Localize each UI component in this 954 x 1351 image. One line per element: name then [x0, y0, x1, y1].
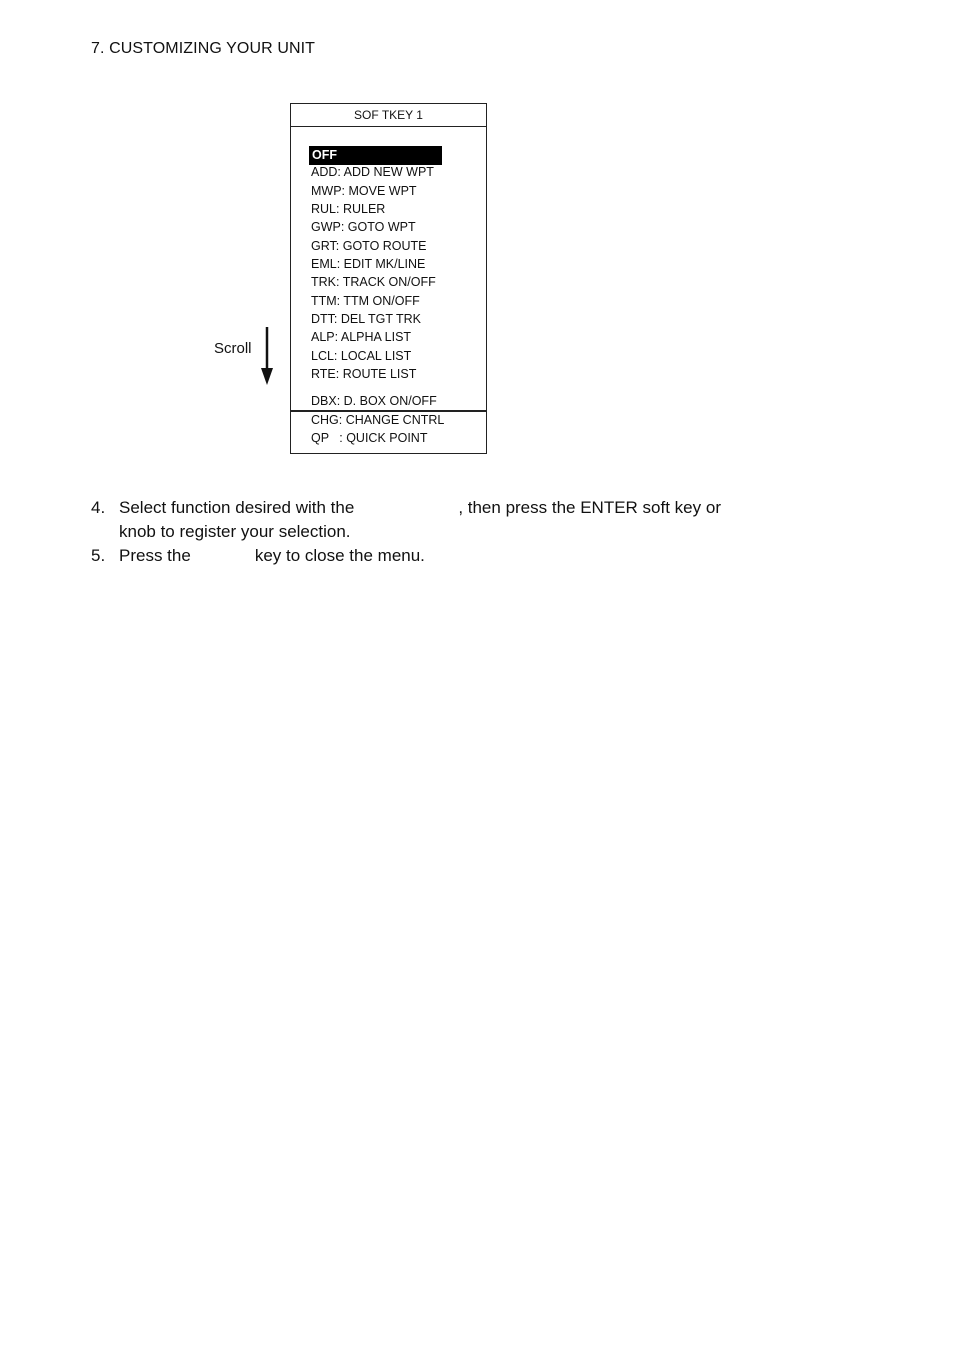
- menu-item-rte[interactable]: RTE: ROUTE LIST: [311, 367, 417, 381]
- step-number: 5.: [91, 546, 106, 565]
- menu-item-eml[interactable]: EML: EDIT MK/LINE: [311, 257, 426, 271]
- menu-item-lcl[interactable]: LCL: LOCAL LIST: [311, 349, 412, 363]
- menu-item-dtt[interactable]: DTT: DEL TGT TRK: [311, 312, 421, 326]
- scroll-down-arrow-icon: [259, 326, 275, 388]
- menu-item-add[interactable]: ADD: ADD NEW WPT: [311, 165, 434, 179]
- step-number: 4.: [91, 498, 106, 517]
- step-text-part: , then press the ENTER soft key or: [458, 498, 721, 517]
- step-text-part: Press the: [119, 546, 191, 565]
- menu-item-off[interactable]: OFF: [309, 146, 442, 165]
- menu-item-gwp[interactable]: GWP: GOTO WPT: [311, 220, 416, 234]
- step-text-part: Select function desired with the: [119, 498, 355, 517]
- softkey-menu: [290, 103, 487, 454]
- menu-item-rul[interactable]: RUL: RULER: [311, 202, 386, 216]
- step-text-part: key to close the menu.: [254, 546, 425, 565]
- menu-title: SOF TKEY 1: [291, 104, 486, 127]
- menu-item-trk[interactable]: TRK: TRACK ON/OFF: [311, 275, 436, 289]
- menu-item-ttm[interactable]: TTM: TTM ON/OFF: [311, 294, 420, 308]
- menu-item-chg[interactable]: CHG: CHANGE CNTRL: [311, 413, 445, 427]
- step-text: knob to register your selection.: [119, 522, 351, 541]
- menu-item-grt[interactable]: GRT: GOTO ROUTE: [311, 239, 427, 253]
- step-text: [119, 544, 425, 568]
- menu-item-qp[interactable]: QP : QUICK POINT: [311, 431, 428, 445]
- menu-item-mwp[interactable]: MWP: MOVE WPT: [311, 184, 417, 198]
- menu-item-alp[interactable]: ALP: ALPHA LIST: [311, 330, 412, 344]
- scroll-label: Scroll: [214, 340, 252, 357]
- page-header: 7. CUSTOMIZING YOUR UNIT: [91, 40, 316, 57]
- step-text: [119, 496, 721, 520]
- menu-item-dbx[interactable]: DBX: D. BOX ON/OFF: [311, 394, 437, 408]
